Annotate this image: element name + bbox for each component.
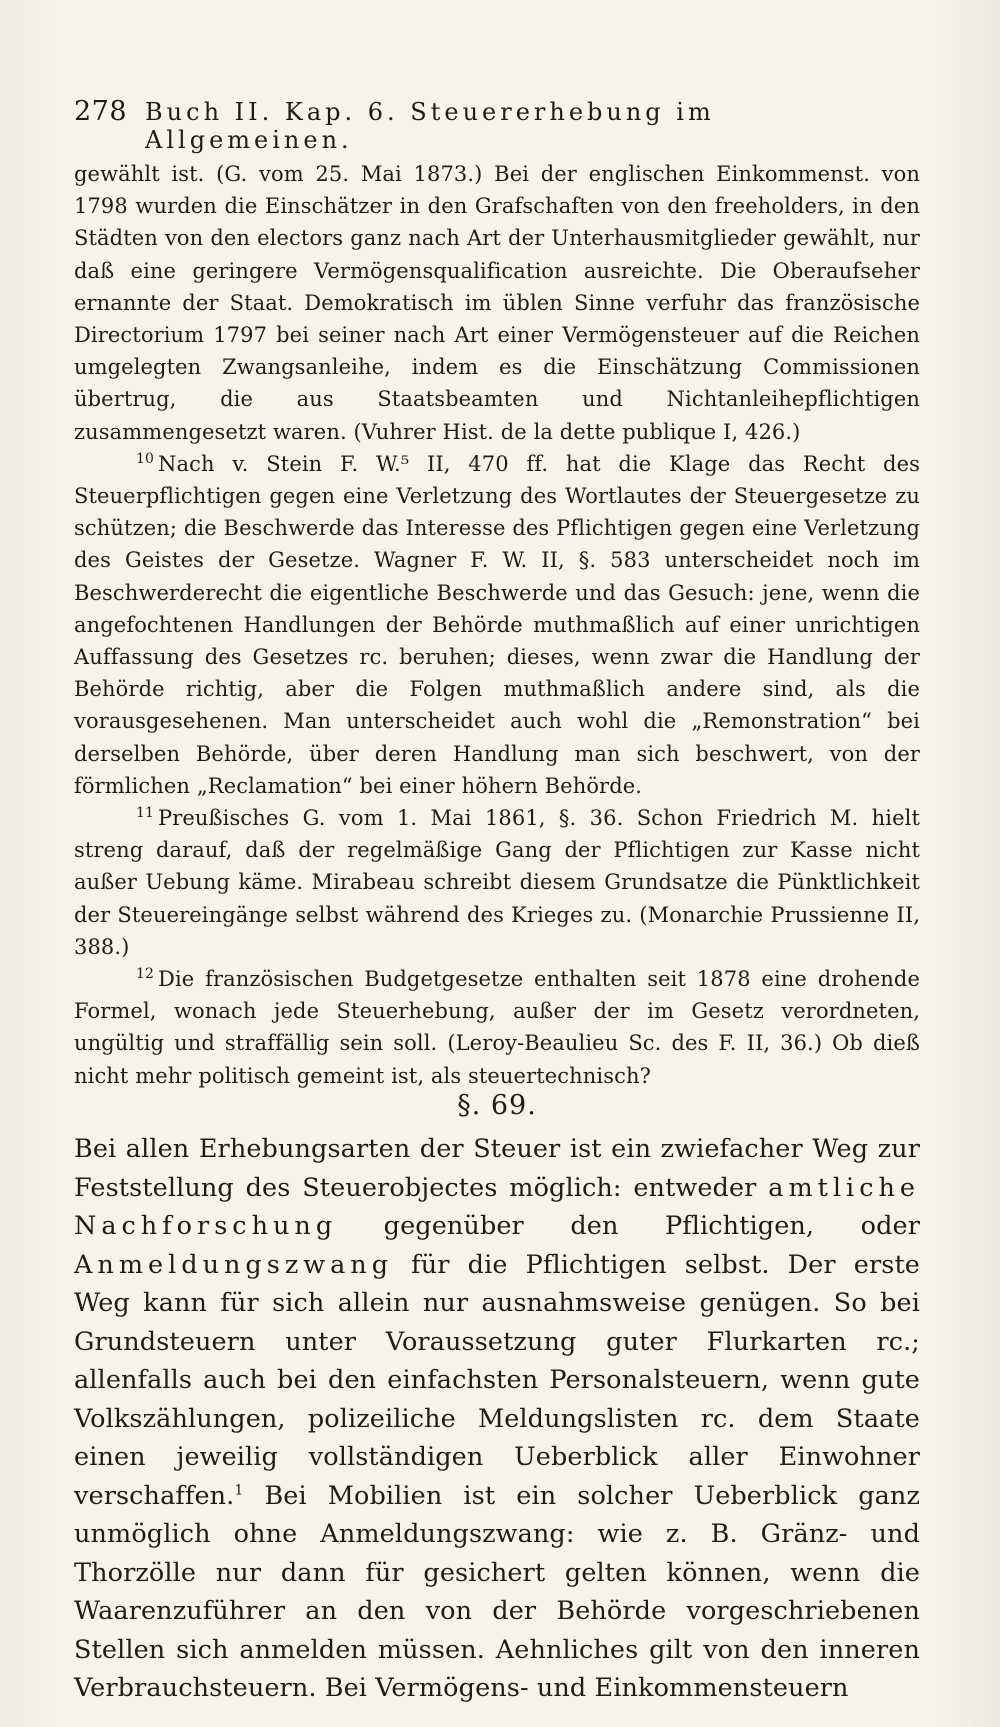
footnote-continuation: gewählt ist. (G. vom 25. Mai 1873.) Bei der englischen Einkommenst. von 1798 wurden die Einschätzer in den Grafschaften von den freeholders, in den Städten von den electors ganz nach Art der Unterhausmitglieder gewählt, nur daß eine geringere Vermögensqualification ausreichte. Die Oberaufseher ernannte der Staat. Demokratisch im üblen Sinne verfuhr das französische Directorium 1797 bei seiner nach Art einer Vermögensteuer auf die Reichen umgelegten Zwangsanleihe, indem es die Einschätzung Commissionen übertrug, die aus Staatsbeamten und Nichtanleihepflichtigen zusammengesetzt waren. (Vuhrer Hist. de la dette publique I, 426.) bbox=[74, 162, 920, 444]
page-number: 278 bbox=[74, 96, 128, 127]
footnote-12 bbox=[74, 963, 920, 1092]
emphasis-official-investigation: amtliche Nachforschung bbox=[74, 1172, 920, 1241]
paragraph-text-part4: Bei Mobilien ist ein solcher Ueberblick ganz unmöglich ohne Anmeldungszwang: wie z. B. Gränz- und Thorzölle nur dann für gesichert gelten können, wenn die Waarenzuführer an den von der Behörde vorgeschriebenen Stellen sich anmelden müssen. Aehnliches gilt von den inneren Verbrauchsteuern. Bei Vermögens- und Einkommensteuern bbox=[74, 1480, 920, 1703]
paragraph-text-part1: Bei allen Erhebungsarten der Steuer ist ein zwiefacher Weg zur Feststellung des Steuerobjectes möglich: entweder bbox=[74, 1134, 920, 1203]
footnote-text: Nach v. Stein F. W.⁵ II, 470 ff. hat die Klage das Recht des Steuerpflichtigen gegen eine Verletzung des Wortlautes der Steuergesetze zu schützen; die Beschwerde das Interesse des Pflichtigen gegen eine Verletzung des Geistes der Gesetze. Wagner F. W. II, §. 583 unterscheidet noch im Beschwerderecht die eigentliche Beschwerde und das Gesuch: jene, wenn die angefochtenen Handlungen der Behörde muthmaßlich auf einer unrichtigen Auffassung des Gesetzes rc. beruhen; dieses, wenn zwar die Handlung der Behörde richtig, aber die Folgen muthmaßlich andere sind, als die vorausgesehenen. Man unterscheidet auch wohl die „Remonstration“ bei derselben Behörde, über deren Handlung man sich beschwert, von der förmlichen „Reclamation“ bei einer höhern Behörde. bbox=[74, 451, 920, 798]
paragraph-text-part3: für die Pflichtigen selbst. Der erste Weg kann für sich allein nur ausnahmsweise genügen. So bei Grundsteuern unter Voraussetzung guter Flurkarten rc.; allenfalls auch bei den einfachsten Personalsteuern, wenn gute Volkszählungen, polizeiliche Meldungslisten rc. dem Staate einen jeweilig vollständigen Ueberblick aller Einwohner verschaffen. bbox=[74, 1249, 920, 1511]
main-paragraph bbox=[74, 1130, 920, 1708]
paragraph-text-part2: gegenüber den Pflichtigen, oder bbox=[337, 1211, 920, 1241]
footnote-number: 11 bbox=[136, 805, 155, 822]
footnote-11 bbox=[74, 802, 920, 963]
emphasis-registration-obligation: Anmeldungszwang bbox=[74, 1249, 394, 1280]
footnote-number: 12 bbox=[136, 966, 155, 983]
footnote-text: Preußisches G. vom 1. Mai 1861, §. 36. Schon Friedrich M. hielt streng darauf, daß der regelmäßige Gang der Pflichtigen zur Kasse nicht außer Uebung käme. Mirabeau schreibt diesem Grundsatze die Pünktlichkeit der Steuereingänge selbst während des Krieges zu. (Monarchie Prussienne II, 388.) bbox=[74, 806, 920, 959]
section-number: §. 69. bbox=[457, 1090, 537, 1121]
page-header bbox=[74, 96, 920, 154]
paragraph-body bbox=[74, 1130, 920, 1708]
footnote-10 bbox=[74, 448, 920, 802]
running-head: Buch II. Kap. 6. Steuererhebung im Allgemeinen. bbox=[145, 98, 715, 154]
footnote-number: 10 bbox=[136, 450, 155, 467]
footnote-text: Die französischen Budgetgesetze enthalten seit 1878 eine drohende Formel, wonach jede Steuerhebung, außer der im Gesetz verordneten, ungültig und straffällig sein soll. (Leroy-Beaulieu Sc. des F. II, 36.) Ob dieß nicht mehr politisch gemeint ist, als steuertechnisch? bbox=[74, 967, 920, 1088]
footnote-reference: 1 bbox=[234, 1482, 244, 1498]
footnotes-block bbox=[74, 158, 920, 1092]
